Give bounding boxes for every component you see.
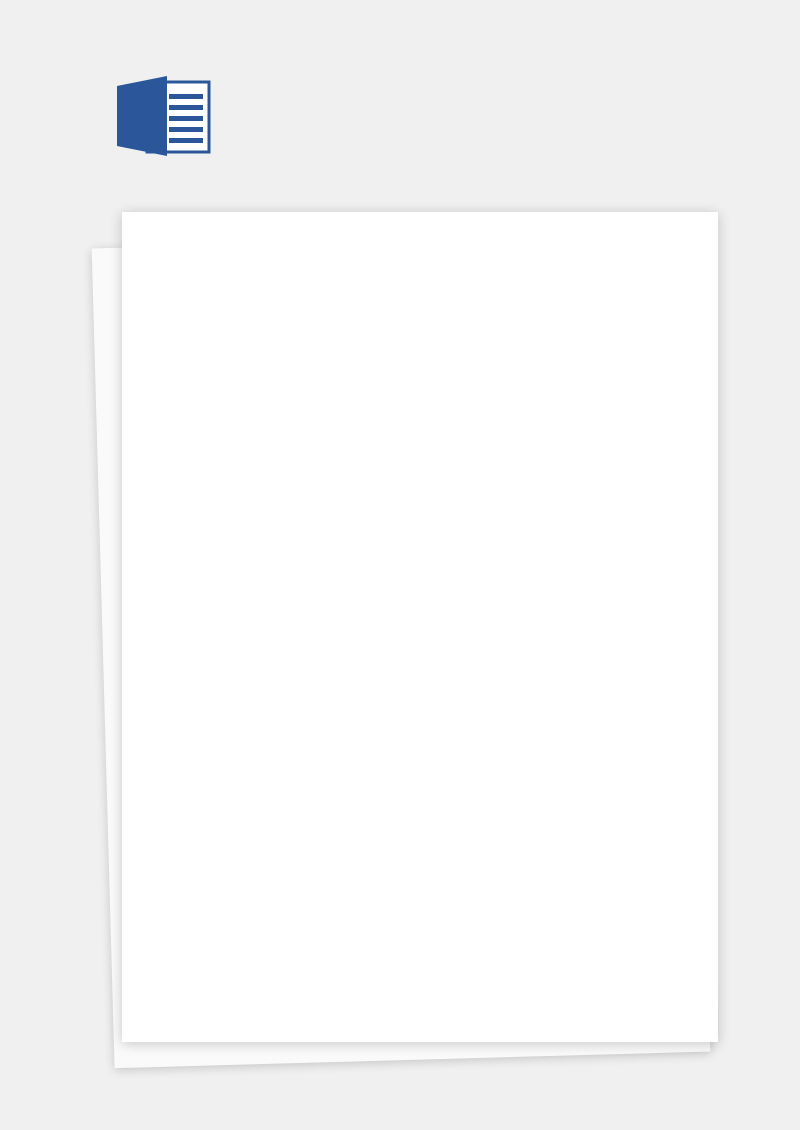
word-logo-icon bbox=[117, 76, 213, 156]
document-page bbox=[122, 212, 718, 1042]
